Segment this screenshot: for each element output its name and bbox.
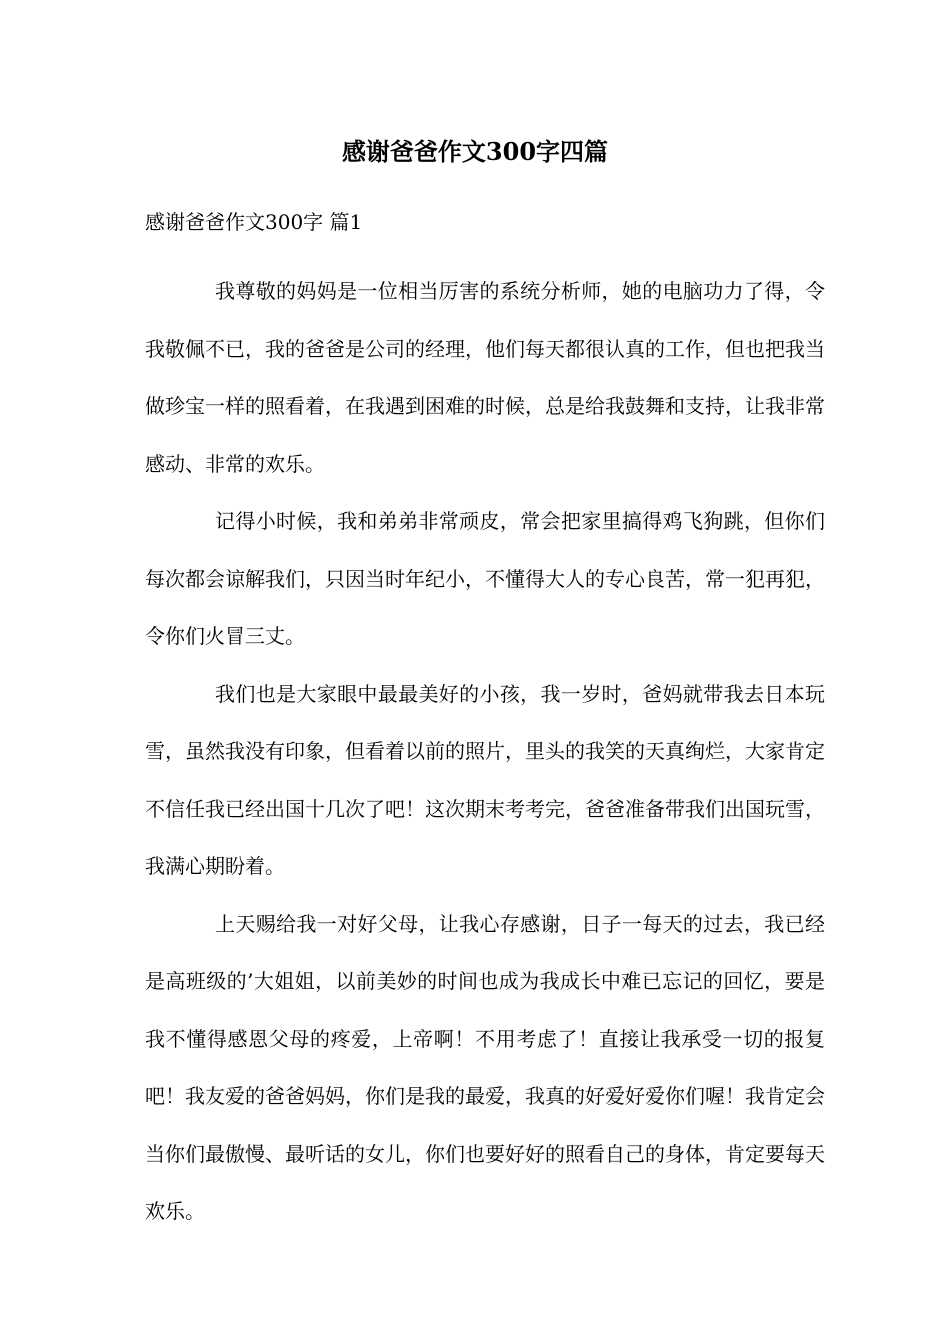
paragraph-1: 我尊敬的妈妈是一位相当厉害的系统分析师，她的电脑功力了得，令我敬佩不已，我的爸爸是公司的经理，他们每天都很认真的工作，但也把我当做珍宝一样的照看着，在我遇到困难的时候，总是给我鼓舞和支持，让我非常感动、非常的欢乐。 (145, 279, 825, 476)
paragraph-2: 记得小时候，我和弟弟非常顽皮，常会把家里搞得鸡飞狗跳，但你们每次都会谅解我们，只因当时年纪小，不懂得大人的专心良苦，常一犯再犯，令你们火冒三丈。 (145, 509, 825, 648)
paragraph-4: 上天赐给我一对好父母，让我心存感谢，日子一每天的过去，我已经是高班级的’大姐姐，以前美妙的时间也成为我成长中难已忘记的回忆，要是我不懂得感恩父母的疼爱，上帝啊！不用考虑了！直接让我承受一切的报复吧！我友爱的爸爸妈妈，你们是我的最爱，我真的好爱好爱你们喔！我肯定会当你们最傲慢、最听话的女儿，你们也要好好的照看自己的身体，肯定要每天欢乐。 (145, 911, 825, 1223)
document-title: 感谢爸爸作文300字四篇 (341, 137, 609, 166)
essay-body (145, 263, 825, 1241)
section-heading: 感谢爸爸作文300字 篇1 (145, 210, 363, 234)
paragraph-3: 我们也是大家眼中最最美好的小孩，我一岁时，爸妈就带我去日本玩雪，虽然我没有印象，但看着以前的照片，里头的我笑的天真绚烂，大家肯定不信任我已经出国十几次了吧！这次期末考考完，爸爸准备带我们出国玩雪，我满心期盼着。 (145, 681, 825, 878)
